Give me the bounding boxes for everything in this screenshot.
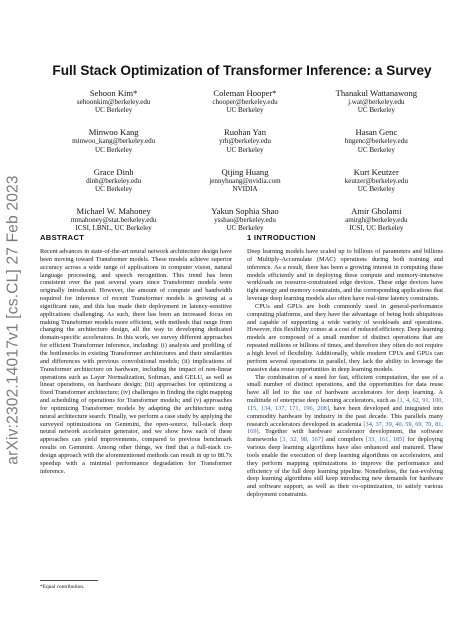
- author-email: dinh@berkeley.edu: [86, 176, 142, 185]
- author-affiliation: UC Berkeley: [226, 224, 264, 233]
- citation-link[interactable]: [34, 37, 39, 40, 59, 69, 70, 81, 169]: [247, 420, 444, 436]
- author-email: hngenc@berkeley.edu: [344, 137, 408, 146]
- author-block: [179, 88, 310, 114]
- intro-paragraph: Deep learning models have scaled up to billions of parameters and billions of Multiply-Accumulate (MAC) operations during both training and inference. As a result, there has been a growing interest in computing these models efficiently and in deploying these compute and memory-intensive workloads on resource-constrained edge devices. These edge devices have tight energy and memory constraints, and the corresponding applications that leverage deep learning models also often have real-time latency constraints.: [247, 248, 443, 303]
- author-name: Sehoon Kim*: [89, 88, 138, 98]
- author-block: [48, 206, 179, 232]
- author-email: mmahoney@stat.berkeley.edu: [70, 216, 157, 225]
- abstract-text: Recent advances in state-of-the-art neural network architecture design have been moving toward Transformer models. These models achieve superior accuracy across a wide range of applications in computer vision, natural language processing, and speech recognition. This trend has been consistent over the past several years since Transformer models were originally introduced. However, the amount of compute and bandwidth required for inference of recent Transformer models is growing at a significant rate, and this has made their deployment in latency-sensitive applications challenging. As such, there has been an increased focus on making Transformer models more efficient, with methods that range from changing the architecture design, all the way to developing dedicated domain-specific accelerators. In this work, we survey different approaches for efficient Transformer inference, including: (i) analysis and profiling of the bottlenecks in existing Transformer architectures and their similarities and differences with previous convolutional models; (ii) implications of Transformer architecture on hardware, including the impact of non-linear operations such as Layer Normalization, Softmax, and GELU, as well as linear operations, on hardware design; (iii) approaches for optimizing a fixed Transformer architecture; (iv) challenges in finding the right mapping and scheduling of operations for Transformer models; and (v) approaches for optimizing Transformer models by adapting the architecture using neural architecture search. Finally, we perform a case study by applying the surveyed optimizations on Gemmini, the open-source, full-stack deep neural network accelerator generator, and we show how each of these approaches can yield improvements, compared to previous benchmark results on Gemmini. Among other things, we find that a full-stack co-design approach with the aforementioned methods can result in up to 88.7x speedup with a minimal performance degradation for Transformer inference.: [40, 248, 232, 475]
- intro-text: The combination of a need for fast, efficient computation, the use of a small number of distinct operations, and the opportunities for data reuse have all led to the use of hardware accelerators for deep learning. A multitude of enterprise deep learning accelerators, such as: [247, 373, 443, 405]
- author-affiliation: NVIDIA: [232, 185, 258, 194]
- intro-text: . Together with hardware accelerator development, the software frameworks: [247, 428, 443, 444]
- author-affiliation: UC Berkeley: [357, 145, 395, 154]
- author-block: [179, 206, 310, 232]
- author-name: Kurt Keutzer: [353, 166, 399, 177]
- author-affiliation: UC Berkeley: [95, 145, 133, 154]
- author-name: Coleman Hooper*: [213, 88, 277, 98]
- author-email: keutzer@berkeley.edu: [344, 176, 409, 185]
- author-email: jennyhuang@nvidia.com: [209, 176, 281, 185]
- introduction-section: [247, 233, 443, 499]
- author-block: [48, 88, 179, 114]
- author-email: yrh@berkeley.edu: [219, 137, 271, 146]
- author-block: [179, 127, 310, 153]
- author-affiliation: UC Berkeley: [357, 106, 395, 115]
- author-email: minwoo_kang@berkeley.edu: [72, 137, 156, 146]
- author-name: Amir Gholami: [351, 206, 402, 217]
- author-email: j.wat@berkeley.edu: [348, 98, 405, 106]
- author-affiliation: UC Berkeley: [226, 145, 264, 154]
- author-block: [179, 167, 310, 193]
- author-block: [48, 127, 179, 153]
- footnote-divider: [40, 580, 98, 581]
- author-email: sehoonkim@berkeley.edu: [76, 98, 151, 106]
- intro-paragraph: CPUs and GPUs are both commonly used in general-performance computing platforms, and they have the advantage of being both ubiquitous and capable of supporting a wide variety of workloads and operations. However, this flexibility comes at a cost of reduced efficiency. Deep learning models are composed of a small number of distinct operations that are repeated millions or billions of times, and therefore they often do not require a high level of flexibility. Additionally, while modern CPUs and GPUs can perform several operations in parallel, they lack the ability to leverage the massive data reuse opportunities in deep learning models.: [247, 302, 443, 373]
- abstract-heading: ABSTRACT: [40, 233, 85, 242]
- author-block: [311, 206, 442, 232]
- introduction-heading: 1 INTRODUCTION: [247, 233, 316, 242]
- author-name: Minwoo Kang: [88, 127, 139, 138]
- author-block: [311, 127, 442, 153]
- author-email: chooper@berkeley.edu: [212, 98, 278, 106]
- citation-link[interactable]: [1, 4, 62, 91, 100, 115, 134, 137, 171, 196, 208]: [247, 397, 444, 412]
- author-block: [311, 88, 442, 114]
- author-email: ysshao@berkeley.edu: [214, 216, 276, 225]
- footnote: *Equal contribution.: [40, 584, 85, 590]
- author-affiliation: UC Berkeley: [95, 185, 133, 194]
- author-affiliation: ICSI, LBNL, UC Berkeley: [75, 224, 152, 233]
- intro-text: and compilers: [323, 436, 366, 444]
- author-affiliation: UC Berkeley: [226, 106, 264, 115]
- author-block: [311, 167, 442, 193]
- author-name: Qijing Huang: [221, 166, 269, 177]
- abstract-section: [40, 233, 232, 475]
- author-block: [48, 167, 179, 193]
- arxiv-identifier-stamp: [2, 170, 26, 470]
- intro-text: for deploying various deep learning algorithms have also enhanced and matured. These tools enable the execution of deep learning algorithms on accelerators, and they perform mapping optimizations to improve the performance and efficiency of the full deep learning pipeline. Nonetheless, the fast-evolving deep learning algorithms still keep introducing new demands for hardware and software support, as well as their co-optimization, to satisfy various deployment constraints.: [247, 436, 443, 499]
- intro-text: , have been developed and integrated into commodity hardware by industry in the past decade. This parallels many research accelerators developed in academia: [247, 404, 443, 428]
- author-email: amirgh@berkeley.edu: [345, 216, 408, 225]
- paper-title: Full Stack Optimization of Transformer Inference: a Survey: [52, 63, 432, 78]
- author-name: Yakun Sophia Shao: [211, 206, 279, 217]
- citation-link[interactable]: [33, 161, 185]: [365, 436, 405, 444]
- citation-link[interactable]: [3, 32, 98, 167]: [280, 436, 324, 444]
- author-affiliation: ICSI, UC Berkeley: [349, 224, 404, 233]
- author-affiliation: UC Berkeley: [95, 106, 133, 115]
- author-name: Michael W. Mahoney: [76, 206, 151, 217]
- intro-paragraph: [247, 374, 443, 500]
- author-name: Ruohan Yan: [223, 127, 266, 138]
- author-affiliation: UC Berkeley: [357, 185, 395, 194]
- arxiv-identifier-text: arXiv:2302.14017v1 [cs.CL] 27 Feb 2023: [5, 175, 22, 465]
- author-grid: [48, 88, 442, 233]
- author-name: Grace Dinh: [93, 166, 134, 177]
- author-name: Hasan Genc: [355, 127, 398, 138]
- author-name: Thanakul Wattanawong: [335, 88, 418, 98]
